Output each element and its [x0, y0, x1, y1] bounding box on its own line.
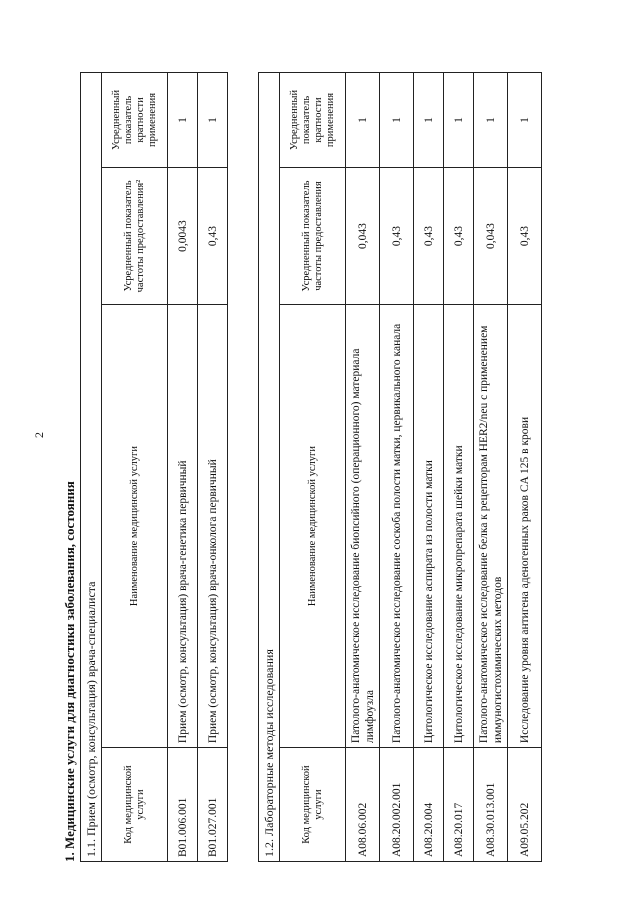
row-code: A08.20.004 [414, 748, 444, 862]
table-row [508, 73, 542, 862]
row-code: A08.20.017 [444, 748, 474, 862]
row-mult: 1 [168, 73, 198, 168]
row-mult: 1 [444, 73, 474, 168]
row-mult: 1 [414, 73, 444, 168]
table1-header-mult: Усредненный показатель кратности применения [102, 73, 168, 168]
row-mult: 1 [474, 73, 508, 168]
table2-header-name: Наименование медицинской услуги [280, 305, 346, 748]
table-row [346, 73, 380, 862]
row-name: Прием (осмотр, консультация) врача-генетика первичный [168, 305, 198, 748]
row-freq: 0,043 [346, 167, 380, 304]
row-freq: 0,43 [198, 167, 228, 304]
table1-header-code: Код медицинской услуги [102, 748, 168, 862]
table-row [380, 73, 414, 862]
row-code: A08.20.002.001 [380, 748, 414, 862]
row-freq: 0,43 [444, 167, 474, 304]
row-mult: 1 [198, 73, 228, 168]
row-mult: 1 [346, 73, 380, 168]
table-row [168, 73, 198, 862]
table2-header-mult: Усредненный показатель кратности применения [280, 73, 346, 168]
row-name: Патолого-анатомическое исследование соскоба полости матки, цервикального канала [380, 305, 414, 748]
row-freq: 0,043 [474, 167, 508, 304]
row-freq: 0,43 [414, 167, 444, 304]
table2-header-freq: Усредненный показатель частоты предоставления [280, 167, 346, 304]
row-name: Цитологическое исследование микропрепарата шейки матки [444, 305, 474, 748]
row-mult: 1 [380, 73, 414, 168]
row-freq: 0,0043 [168, 167, 198, 304]
table-row [198, 73, 228, 862]
row-code: B01.027.001 [198, 748, 228, 862]
page-number: 2 [32, 432, 46, 438]
table-row [414, 73, 444, 862]
document-page [62, 68, 622, 868]
row-name: Исследование уровня антигена аденогенных раков CA 125 в крови [508, 305, 542, 748]
row-name: Прием (осмотр, консультация) врача-онколога первичный [198, 305, 228, 748]
table2-header-code: Код медицинской услуги [280, 748, 346, 862]
row-freq: 0,43 [380, 167, 414, 304]
row-mult: 1 [508, 73, 542, 168]
row-name: Патолого-анатомическое исследование белка к рецепторам HER2/neu с применением иммуногистохимических методов [474, 305, 508, 748]
table2-subtitle: 1.2. Лабораторные методы исследования [259, 73, 280, 862]
row-code: B01.006.001 [168, 748, 198, 862]
table-row [474, 73, 508, 862]
table1-header-name: Наименование медицинской услуги [102, 305, 168, 748]
table-lab-methods [258, 72, 542, 862]
section-title: 1. Медицинские услуги для диагностики заболевания, состояния [62, 481, 77, 862]
table-consultations [80, 72, 228, 862]
row-name: Цитологическое исследование аспирата из полости матки [414, 305, 444, 748]
table1-header-freq: Усредненный показатель частоты предоставления² [102, 167, 168, 304]
table1-subtitle: 1.1. Прием (осмотр, консультация) врача-специалиста [81, 73, 102, 862]
row-code: A08.30.013.001 [474, 748, 508, 862]
table-row [444, 73, 474, 862]
row-name: Патолого-анатомическое исследование биопсийного (операционного) материала лимфоузла [346, 305, 380, 748]
row-freq: 0,43 [508, 167, 542, 304]
row-code: A09.05.202 [508, 748, 542, 862]
row-code: A08.06.002 [346, 748, 380, 862]
